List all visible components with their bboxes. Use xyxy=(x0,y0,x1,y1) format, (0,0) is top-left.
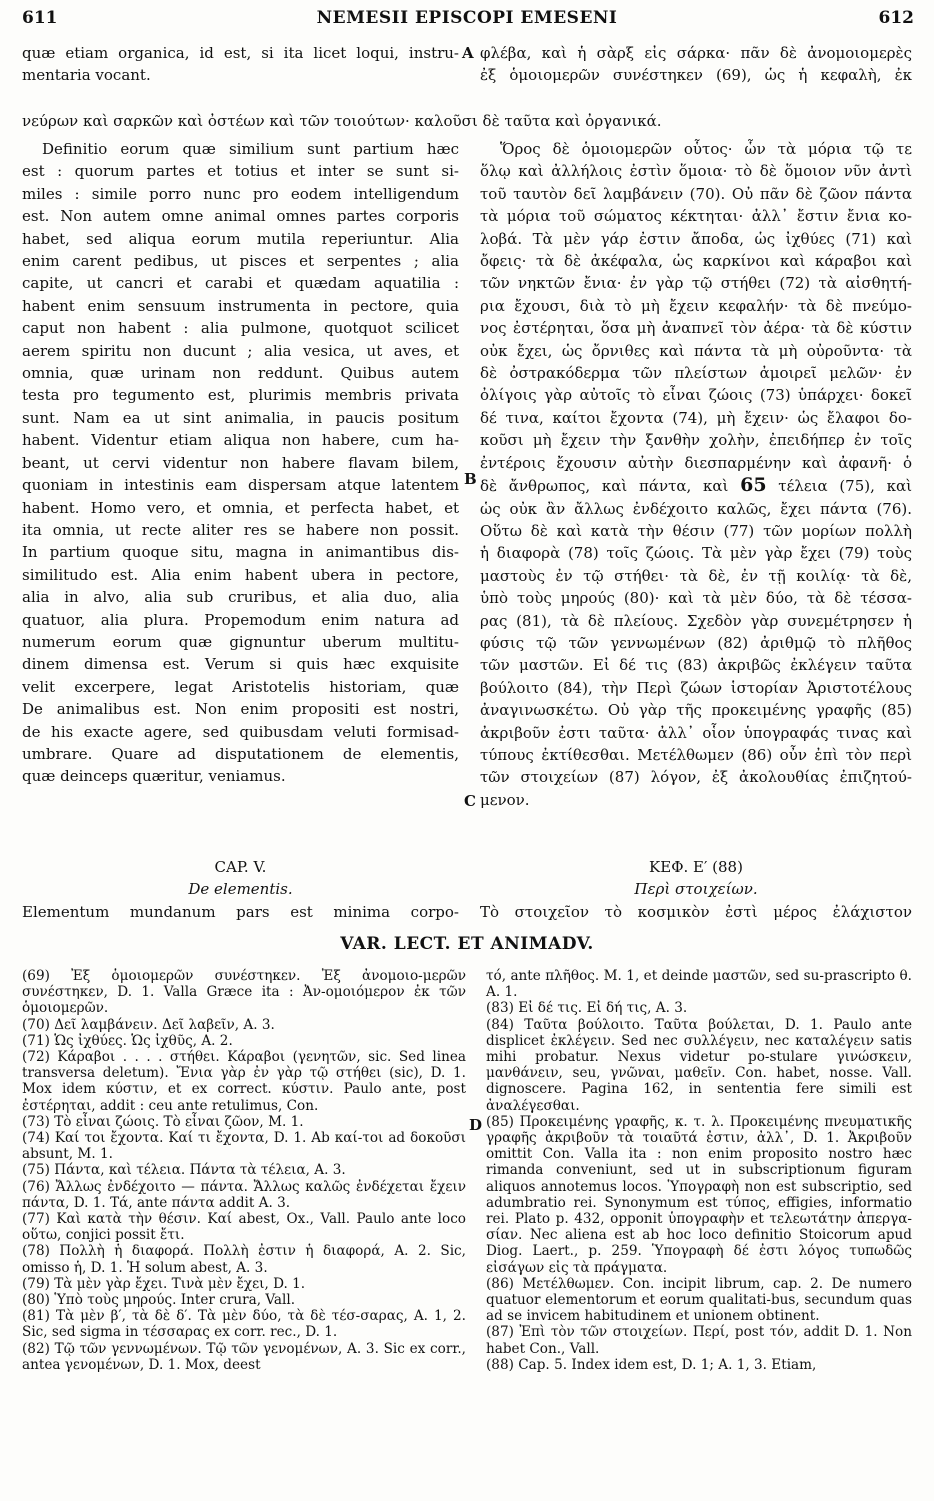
variant-note: (88) Cap. 5. Index idem est, D. 1; A. 1, 3. Etiam, xyxy=(486,1356,817,1373)
variant-note: (69) Ἐξ ὁμοιομερῶν συνέστηκεν. Ἐξ ἀνομοιο-μερῶν συνέστηκεν, D. 1. Valla Græce ita : Ἀν-ομοιόμερον ἐκ τῶν ὁμοιομερῶν. xyxy=(22,968,466,1017)
margin-marker-a: A xyxy=(462,44,474,62)
text-line: habent enim sensuum instrumenta in pectore, quia xyxy=(22,296,459,315)
text-line: In partium quoque situ, magna in animantibus dis- xyxy=(22,543,459,562)
text-line: ὑπὸ τοὺς μηρούς (80)· καὶ τὰ μὲν δύο, τὰ δὲ τέσσα- xyxy=(480,589,912,608)
greek-spanning-line xyxy=(22,110,912,132)
variant-note: (76) Ἄλλως ἐνδέχοιτο — πάντα. Ἄλλως καλῶς ἐνδέχεται ἔχειν πάντα, D. 1. Τά, ante πάντα addit A. 3. xyxy=(22,1178,466,1211)
text-line: habent. Videntur etiam aliqua non habere, cum ha- xyxy=(22,431,459,450)
text-line: quæ deinceps quæritur, veniamus. xyxy=(22,767,286,786)
text-line: ἀναγινωσκέτω. Οὐ γὰρ τῆς προκειμένης γραφῆς (85) xyxy=(480,701,912,720)
text-line: dinem dimensa est. Verum si quis hæc exquisite xyxy=(22,655,459,674)
latin-chapter-heading xyxy=(22,856,459,923)
variant-note: (80) Ὑπὸ τοὺς μηρούς. Inter crura, Vall. xyxy=(22,1292,296,1309)
text-line: capite, ut cancri et carabi et quædam aquatilia : xyxy=(22,274,459,293)
text-line: est : quorum partes et totius et inter se sunt si- xyxy=(22,162,459,181)
inline-page-number: 65 xyxy=(740,474,767,497)
text-line: Elementum mundanum pars est minima corpo- xyxy=(22,902,459,921)
text-line: quæ etiam organica, id est, si ita licet loqui, instru- xyxy=(22,44,459,62)
text-line: τὰ μόρια τοῦ σώματος κέκτηται· ἀλλ᾽ ἔστιν ἔνια κο- xyxy=(480,207,912,226)
text-line: enim carent pedibus, ut pisces et serpentes ; alia xyxy=(22,252,459,271)
text-line: τῶν νηκτῶν ἔνια· ἐν γὰρ τῷ στήθει (72) τὰ αἰσθητή- xyxy=(480,274,912,293)
text-line: est. Non autem omne animal omnes partes corporis xyxy=(22,207,459,226)
chapter-title: CAP. V. xyxy=(214,858,267,876)
variant-note: (83) Εἰ δέ τις. Εἰ δή τις, A. 3. xyxy=(486,1000,688,1017)
margin-marker-c: C xyxy=(464,792,476,810)
text-line: βούλοιτο (84), τὴν Περὶ ζώων ἱστορίαν Ἀριστοτέλους xyxy=(480,678,912,697)
chapter-subtitle: Περὶ στοιχείων. xyxy=(634,880,758,899)
text-line: δέ τινα, καίτοι ἔχοντα (74), μὴ ἔχειν· ὡς ἔλαφοι δο- xyxy=(480,408,912,427)
text-line: ρας (81), τὰ δὲ πλείους. Σχεδὸν γὰρ συνεμέτρησεν ἡ xyxy=(480,611,912,630)
variants-title: VAR. LECT. ET ANIMADV. xyxy=(340,934,594,954)
text-line: τύπους ἐκτίθεσθαι. Μετέλθωμεν (86) οὖν ἐπὶ τὸν περὶ xyxy=(480,745,912,764)
variant-note: (73) Τὸ εἶναι ζώοις. Τὸ εἶναι ζῶον, M. 1. xyxy=(22,1113,304,1130)
page-number-right: 612 xyxy=(878,8,914,28)
variant-note: τό, ante πλῆθος. M. 1, et deinde μαστῶν, sed su-prascripto θ. A. 1. xyxy=(486,968,912,1001)
text-line: φλέβα, καὶ ἡ σὰρξ εἰς σάρκα· πᾶν δὲ ἀνομοιομερὲς xyxy=(480,44,912,62)
text-line: ὡς οὐκ ἂν ἄλλως ἐνδέχοιτο καλῶς, ἔχει πάντα (76). xyxy=(480,499,912,518)
chapter-title: ΚΕΦ. Ε′ (88) xyxy=(649,858,743,876)
text-line: omnia, quæ urinam non reddunt. Quibus autem xyxy=(22,364,459,383)
text-line: μαστοὺς ἐν τῷ στήθει· τὰ δὲ, ἐν τῇ κοιλίᾳ· τὰ δὲ, xyxy=(480,566,912,585)
text-line: φύσις τῷ τῶν γεννωμένων (82) ἀριθμῷ τὸ πλῆθος xyxy=(480,633,912,652)
variant-note: (77) Καὶ κατὰ τὴν θέσιν. Καί abest, Ox., Vall. Paulo ante loco οὕτω, conjici possit ἔτι. xyxy=(22,1211,466,1244)
text-line: testa pro tegumento est, plurimis membris privata xyxy=(22,386,459,405)
text-line: τῶν στοιχείων (87) λόγον, ἐξ ἀκολουθίας ἐπιζητού- xyxy=(480,768,912,787)
variant-notes-right xyxy=(486,968,912,1373)
variant-note: (81) Τὰ μὲν β′, τὰ δὲ δ′. Τὰ μὲν δύο, τὰ δὲ τέσ-σαρας, A. 1, 2. Sic, sed sigma in τέσσαρας ex corr. rec., D. 1. xyxy=(22,1308,466,1341)
variant-note: (79) Τὰ μὲν γὰρ ἔχει. Τινὰ μὲν ἔχει, D. 1. xyxy=(22,1275,306,1292)
text-line: habent. Homo vero, et omnia, et perfecta habet, et xyxy=(22,498,459,517)
text-line: ἡ διαφορὰ (78) τοῖς ζώοις. Τὰ μὲν γὰρ ἔχει (79) τοὺς xyxy=(480,544,912,563)
text-line: νος ἐστέρηται, ὅσα μὴ ἀναπνεῖ τὸν ἀέρα· τὰ δὲ κύστιν xyxy=(480,319,912,338)
text-line: quoniam in intestinis eam dispersam atque latentem xyxy=(22,476,459,495)
text-line: umbrare. Quare ad disputationem de elementis, xyxy=(22,744,459,763)
text-line: ἀκριβοῦν ἐστι ταῦτα· ἀλλ᾽ οἷον ὑπογραφάς τινας καὶ xyxy=(480,723,912,742)
text-line: τῶν μαστῶν. Εἰ δέ τις (83) ἀκριβῶς ἐκλέγειν ταῦτα xyxy=(480,656,912,675)
text-line: Οὕτω δὲ καὶ κατὰ τὴν θέσιν (77) τῶν μορίων πολλὴ xyxy=(480,521,912,540)
variant-note: (74) Καί τοι ἔχοντα. Καί τι ἔχοντα, D. 1. Ab καί-τοι ad δοκοῦσι absunt, M. 1. xyxy=(22,1130,466,1163)
text-line: ita omnia, ut recte aliter res se habere non possit. xyxy=(22,520,459,539)
variant-note: (75) Πάντα, καὶ τέλεια. Πάντα τὰ τέλεια, A. 3. xyxy=(22,1162,346,1179)
text-line: de his exacte agere, sed quibusdam veluti formisad- xyxy=(22,722,459,741)
variant-note: (86) Μετέλθωμεν. Con. incipit librum, cap. 2. De numero quatuor elementorum et eorum qualitati-bus, secundum quas ad se invicem habitudinem et unionem obtinent. xyxy=(486,1275,912,1325)
text-line: habet, sed aliqua eorum mutila reperiuntur. Alia xyxy=(22,229,459,248)
variant-notes-left xyxy=(22,968,466,1373)
text-line: miles : simile porro nunc pro eodem intelligendum xyxy=(22,184,459,203)
greek-chapter-heading xyxy=(480,856,912,923)
text-line: quatuor, alia plura. Propemodum enim natura ad xyxy=(22,610,459,629)
text-line: οὐκ ἔχει, ὡς ὄρνιθες καὶ πάντα τὰ μὴ οὐροῦντα· τὰ xyxy=(480,341,912,360)
text-line: Ὅρος δὲ ὁμοιομερῶν οὗτος· ὧν τὰ μόρια τῷ τε xyxy=(500,140,912,158)
text-line: sunt. Nam ea ut sint animalia, in paucis positum xyxy=(22,408,459,427)
variant-note: (70) Δεῖ λαμβάνειν. Δεῖ λαβεῖν, A. 3. xyxy=(22,1016,275,1033)
variant-note: (85) Προκειμένης γραφῆς, κ. τ. λ. Προκειμένης πνευματικῆς γραφῆς ἀκριβοῦν τὰ τοιαῦτά ἐστιν, ἀλλ᾽, D. 1. Ἀκριβοῦν omittit Con. Valla ita : non enim proposito nostro hæc rimanda conveniunt, sed ut in subscriptionum figuram aliquos annotemus locos. Ὑπογραφὴ non est subscriptio, sed adumbratio rei. Synonymum est τύπος, effigies, informatio rei. Plato p. 432, opponit ὑπογραφὴν et τελεωτάτην ἀπεργα-σίαν. Nec aliena est ab hoc loco definitio Stoicorum apud Diog. Laert., p. 259. Ὑπογραφὴ δέ ἐστι λόγος τυπωδῶς εἰσάγων εἰς τὰ πράγματα. xyxy=(486,1113,912,1276)
text-fragment: τέλεια (75), καὶ xyxy=(778,477,912,496)
text-line: δὲ ὀστρακόδερμα τῶν πλείστων ἀμοιρεῖ μελῶν· ἐν xyxy=(480,364,912,383)
latin-intro xyxy=(22,42,459,87)
text-line: κοῦσι μὴ ἔχειν τὴν ξανθὴν χολὴν, ἐπειδήπερ ἐν τοῖς xyxy=(480,431,912,450)
text-line: τοῦ ταυτὸν δεῖ λαμβάνειν (70). Οὐ πᾶν δὲ ζῶον πάντα xyxy=(480,184,912,203)
text-line: alia in alvo, alia sub cruribus, et alia duo, alia xyxy=(22,588,459,607)
text-line: λοβά. Τὰ μὲν γάρ ἐστιν ἄποδα, ὡς ἰχθύες (71) καὶ xyxy=(480,229,912,248)
running-title: NEMESII EPISCOPI EMESENI xyxy=(316,8,618,28)
variant-note: (87) Ἐπὶ τὸν τῶν στοιχείων. Περί, post τόν, addit D. 1. Non habet Con., Vall. xyxy=(486,1324,912,1357)
text-line: velit excerpere, legat Aristotelis historiam, quæ xyxy=(22,677,459,696)
text-line: Τὸ στοιχεῖον τὸ κοσμικὸν ἐστὶ μέρος ἐλάχιστον xyxy=(480,902,912,921)
text-line: numerum eorum quæ gignuntur uberum multitu- xyxy=(22,632,459,651)
variant-note: (82) Τῷ τῶν γεννωμένων. Τῷ τῶν γενομένων, A. 3. Sic ex corr., antea γενομένων, D. 1. Mox, deest xyxy=(22,1340,466,1373)
chapter-subtitle: De elementis. xyxy=(188,880,293,899)
variant-note: (72) Κάραβοι . . . . στήθει. Κάραβοι (γενητῶν, sic. Sed linea transversa deletum). Ἔνια γὰρ ἐν γὰρ τῷ στήθει (sic), D. 1. Mox idem κύστιν, et ex correct. κύστιν. Paulo ante, post ἐστέρηται, addit : ceu ante retulimus, Con. xyxy=(22,1049,466,1114)
greek-paragraph xyxy=(480,138,912,811)
text-line: ὀλίγοις γὰρ αὐτοῖς τὸ εἶναι ζώοις (73) ὑπάρχει· δοκεῖ xyxy=(480,386,912,405)
variant-note: (84) Ταῦτα βούλοιτο. Ταῦτα βούλεται, D. 1. Paulo ante displicet ἐκλέγειν. Sed nec συλλέγειν, nec καταλέγειν satis mihi probatur. Nexus videtur po-stulare γινώσκειν, μανθάνειν, seu, γνῶναι, μαθεῖν. Con. habet, nosse. Vall. dignoscere. Pagina 162, in sententia fere simili est ἀναλέγεσθαι. xyxy=(486,1016,912,1114)
text-line: beant, ut cervi videntur non habere flavam bilem, xyxy=(22,453,459,472)
variant-note: (78) Πολλὴ ἡ διαφορά. Πολλὴ ἐστιν ἡ διαφορά, A. 2. Sic, omisso ἡ, D. 1. Ἡ solum abest, A. 3. xyxy=(22,1243,466,1276)
text-line: ἐντέροις ἔχουσιν αὐτὴν διεσπαρμένην καὶ ἀφανῆ· ὁ xyxy=(480,453,912,472)
text-line: Definitio eorum quæ similium sunt partium hæc xyxy=(42,140,459,158)
text-line: similitudo est. Alia enim habent ubera in pectore, xyxy=(22,565,459,584)
text-line: De animalibus est. Non enim propositi est nostri, xyxy=(22,700,459,719)
text-line: μενον. xyxy=(480,790,530,809)
margin-marker-b: B xyxy=(464,470,477,488)
text-line: ρια ἔχουσι, διὰ τὸ μὴ ἔχειν κεφαλήν· τὰ δὲ πνεύμο- xyxy=(480,296,912,315)
page-number-left: 611 xyxy=(22,8,58,28)
text-line xyxy=(480,474,912,497)
greek-intro xyxy=(480,42,912,87)
text-line: mentaria vocant. xyxy=(22,66,151,85)
text-line: aerem spiritu non ducunt ; alia vesica, ut aves, et xyxy=(22,341,459,360)
text-line: caput non habent : alia pulmone, quotquot scilicet xyxy=(22,319,459,338)
text-line: ὅλῳ καὶ ἀλλήλοις ἐστὶν ὅμοια· τὸ δὲ ὅμοιον νῦν ἀντὶ xyxy=(480,162,912,181)
text-line: νεύρων καὶ σαρκῶν καὶ ὀστέων καὶ τῶν τοιούτων· καλοῦσι δὲ ταῦτα καὶ ὀργανικά. xyxy=(22,112,662,130)
text-line: ἐξ ὁμοιομερῶν συνέστηκεν (69), ὡς ἡ κεφαλὴ, ἐκ xyxy=(480,66,912,85)
page-header xyxy=(0,8,934,38)
text-fragment: δὲ ἄνθρωπος, καὶ πάντα, καὶ xyxy=(480,477,729,496)
margin-marker-d: D xyxy=(469,1116,483,1134)
variant-note: (71) Ὡς ἰχθύες. Ὡς ἰχθῦς, A. 2. xyxy=(22,1032,233,1049)
latin-paragraph xyxy=(22,138,459,788)
text-line: ὄφεις· τὰ δὲ ἀκέφαλα, ὡς καρκίνοι καὶ κάραβοι καὶ xyxy=(480,252,912,271)
